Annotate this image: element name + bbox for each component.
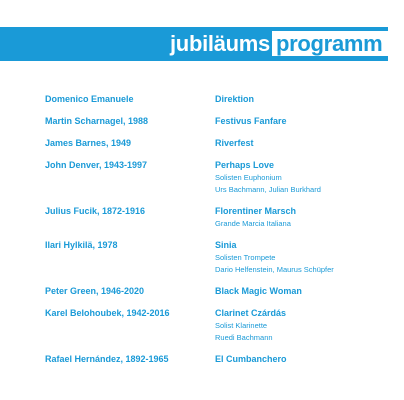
piece-detail: Dario Helfenstein, Maurus Schüpfer bbox=[215, 265, 334, 274]
piece-title: Direktion bbox=[215, 94, 255, 104]
piece-detail: Urs Bachmann, Julian Burkhard bbox=[215, 185, 321, 194]
piece-title: El Cumbanchero bbox=[215, 354, 287, 364]
piece-title: Sinia bbox=[215, 240, 237, 250]
composer-name: Julius Fucik, 1872-1916 bbox=[45, 206, 146, 216]
composer-name: Martin Scharnagel, 1988 bbox=[45, 116, 149, 126]
page-title bbox=[170, 28, 390, 60]
title-part-programm: programm bbox=[272, 31, 390, 56]
composer-name: Peter Green, 1946-2020 bbox=[45, 286, 145, 296]
piece-title: Clarinet Czárdás bbox=[215, 308, 287, 318]
composer-name: John Denver, 1943-1997 bbox=[45, 160, 148, 170]
title-part-jubilaeums: jubiläums bbox=[170, 31, 270, 56]
composer-name: Ilari Hylkilä, 1978 bbox=[45, 240, 118, 250]
piece-detail: Solisten Trompete bbox=[215, 253, 276, 262]
piece-title: Festivus Fanfare bbox=[215, 116, 287, 126]
composer-name: James Barnes, 1949 bbox=[45, 138, 132, 148]
piece-detail: Grande Marcia Italiana bbox=[215, 219, 291, 228]
piece-detail: Solist Klarinette bbox=[215, 321, 268, 330]
composer-name: Domenico Emanuele bbox=[45, 94, 134, 104]
piece-title: Florentiner Marsch bbox=[215, 206, 297, 216]
piece-title: Perhaps Love bbox=[215, 160, 275, 170]
piece-title: Black Magic Woman bbox=[215, 286, 302, 296]
composer-name: Rafael Hernández, 1892-1965 bbox=[45, 354, 169, 364]
piece-title: Riverfest bbox=[215, 138, 254, 148]
piece-detail: Solisten Euphonium bbox=[215, 173, 282, 182]
piece-detail: Ruedi Bachmann bbox=[215, 333, 273, 342]
composer-name: Karel Belohoubek, 1942-2016 bbox=[45, 308, 170, 318]
